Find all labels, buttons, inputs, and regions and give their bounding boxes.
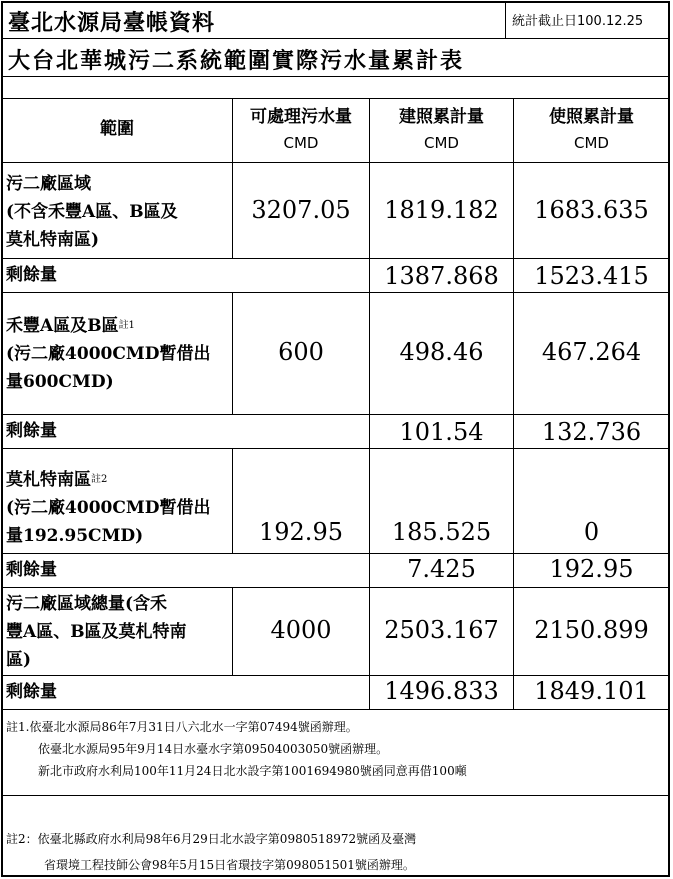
cell-build: 1496.833 bbox=[384, 677, 499, 705]
row-label-line: 豐A區、B區及莫札特南 bbox=[6, 622, 187, 642]
cell-use: 132.736 bbox=[541, 418, 642, 446]
cell-use: 1849.101 bbox=[534, 677, 649, 705]
footnote-1-line: 新北市政府水利局100年11月24日北水設字第1001694980號函同意再借100噸 bbox=[38, 764, 467, 778]
footnote-1-line: 依臺北水源局95年9月14日水臺水字第09504003050號函辦理。 bbox=[38, 742, 389, 756]
cell-use: 0 bbox=[583, 518, 600, 546]
divider bbox=[2, 292, 669, 293]
cell-build: 2503.167 bbox=[384, 616, 499, 644]
cell-capacity: 4000 bbox=[270, 616, 332, 644]
divider bbox=[2, 795, 669, 796]
cell-use: 2150.899 bbox=[534, 616, 649, 644]
footnote-ref: 註1 bbox=[118, 320, 135, 331]
stat-date: 統計截止日100.12.25 bbox=[512, 14, 644, 29]
header-build bbox=[370, 104, 513, 156]
header-use-label: 使照累計量 bbox=[549, 107, 634, 127]
divider bbox=[2, 414, 669, 415]
divider bbox=[2, 553, 669, 554]
divider bbox=[2, 98, 669, 99]
footnote-2-line: 省環境工程技師公會98年5月15日省環技字第098051501號函辦理。 bbox=[44, 858, 415, 872]
row-label-line: 莫札特南區) bbox=[6, 230, 100, 250]
cell-build: 498.46 bbox=[399, 338, 484, 366]
row-label-line: 污二廠區域總量(含禾 bbox=[6, 594, 168, 614]
row-label-text: 莫札特南區 bbox=[6, 470, 91, 490]
divider bbox=[2, 448, 669, 449]
row-label-line: (不含禾豐A區、B區及 bbox=[6, 202, 178, 222]
divider bbox=[2, 258, 669, 259]
row-label-line bbox=[6, 312, 210, 340]
cell-capacity: 192.95 bbox=[259, 518, 343, 546]
cell-use: 1523.415 bbox=[534, 262, 649, 290]
cell-build: 101.54 bbox=[399, 418, 484, 446]
row-label-line: (污二廠4000CMD暫借出 bbox=[6, 344, 211, 364]
header-capacity bbox=[233, 104, 369, 156]
row-label bbox=[6, 170, 178, 254]
remainder-label: 剩餘量 bbox=[6, 560, 57, 580]
divider bbox=[2, 76, 669, 77]
row-label-line: 量192.95CMD) bbox=[6, 526, 144, 546]
row-label-line bbox=[6, 466, 210, 494]
remainder-label: 剩餘量 bbox=[6, 682, 57, 702]
header-build-label: 建照累計量 bbox=[399, 107, 484, 127]
header-capacity-label: 可處理污水量 bbox=[250, 107, 352, 127]
divider bbox=[2, 587, 669, 588]
row-label bbox=[6, 312, 210, 396]
cell-build: 185.525 bbox=[391, 518, 492, 546]
footnote-1: 註1.依臺北水源局86年7月31日八六北水一字第07494號函辦理。 bbox=[6, 720, 358, 734]
header-use bbox=[514, 104, 669, 156]
remainder-label: 剩餘量 bbox=[6, 265, 57, 285]
row-label bbox=[6, 466, 210, 550]
cell-build: 7.425 bbox=[407, 555, 476, 583]
footnote-ref: 註2 bbox=[91, 474, 108, 485]
header-range: 範圍 bbox=[100, 119, 134, 139]
header-capacity-unit: CMD bbox=[283, 134, 319, 152]
divider bbox=[2, 675, 669, 676]
cell-use: 192.95 bbox=[549, 555, 634, 583]
remainder-label: 剩餘量 bbox=[6, 421, 57, 441]
cell-capacity: 600 bbox=[278, 338, 324, 366]
table-title: 大台北華城污二系統範圍實際污水量累計表 bbox=[8, 48, 465, 74]
cell-build: 1819.182 bbox=[384, 196, 499, 224]
cell-capacity: 3207.05 bbox=[251, 196, 351, 224]
row-label bbox=[6, 590, 187, 674]
cell-use: 1683.635 bbox=[534, 196, 649, 224]
title-divider bbox=[505, 2, 506, 38]
header-use-unit: CMD bbox=[574, 134, 609, 152]
row-label-line: (污二廠4000CMD暫借出 bbox=[6, 498, 211, 518]
footnote-2: 註2：依臺北縣政府水利局98年6月29日北水設字第0980518972號函及臺灣 bbox=[6, 832, 417, 846]
row-label-line: 區) bbox=[6, 650, 32, 670]
row-label-line: 量600CMD) bbox=[6, 372, 114, 392]
cell-build: 1387.868 bbox=[384, 262, 499, 290]
divider bbox=[2, 162, 669, 163]
header-build-unit: CMD bbox=[424, 134, 459, 152]
page-title: 臺北水源局臺帳資料 bbox=[8, 10, 216, 36]
row-label-line: 污二廠區域 bbox=[6, 174, 91, 194]
divider bbox=[2, 38, 669, 39]
divider bbox=[2, 709, 669, 710]
row-label-text: 禾豐A區及B區 bbox=[6, 316, 119, 336]
cell-use: 467.264 bbox=[541, 338, 642, 366]
